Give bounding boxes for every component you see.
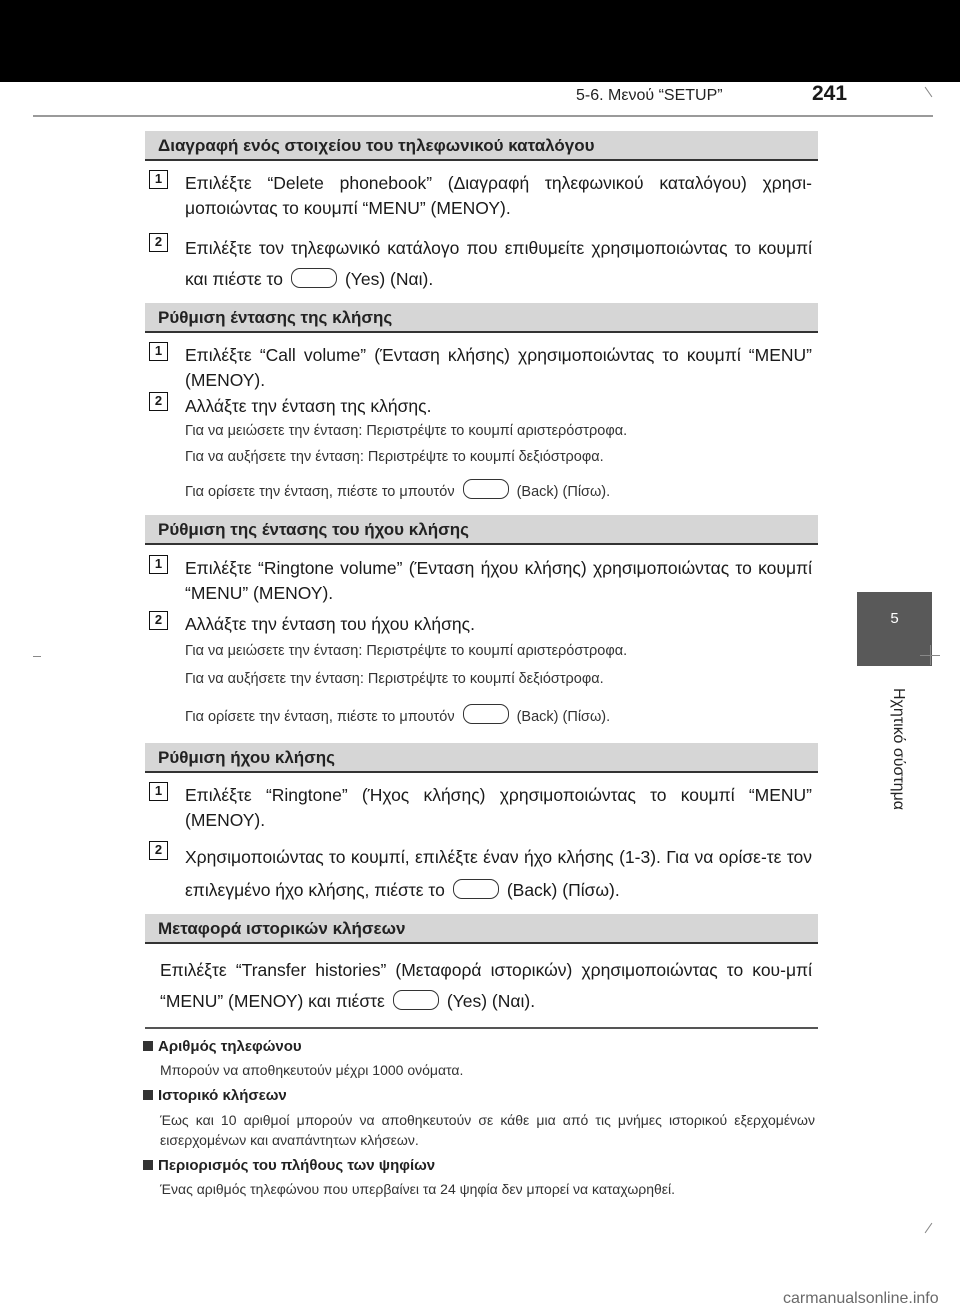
watermark: carmanualsonline.info — [783, 1290, 939, 1307]
bullet-square-icon — [143, 1160, 153, 1170]
step-badge: 1 — [149, 342, 168, 361]
chapter-header: 5-6. Μενού “SETUP” — [576, 87, 723, 104]
step-badge: 2 — [149, 841, 168, 860]
chapter-tab-label: Ηχητικό σύστημα — [890, 687, 907, 811]
crop-mark — [925, 87, 933, 97]
bullet-square-icon — [143, 1090, 153, 1100]
step-text-after: (Back) (Πίσω). — [506, 880, 620, 900]
paragraph-text-before: Επιλέξτε “Transfer histories” (Μεταφορά ιστορικών) χρησιμοποιώντας το κου-μπί “MENU” (ΜΕΝΟΥ) και πιέστε — [160, 960, 812, 1011]
sub-text-before: Για ορίσετε την ένταση, πιέστε το μπουτόν — [185, 484, 455, 500]
section-title: Μεταφορά ιστορικών κλήσεων — [158, 919, 406, 938]
step-badge: 2 — [149, 233, 168, 252]
top-black-bar — [0, 0, 960, 82]
back-button-icon — [463, 704, 509, 724]
note-title — [143, 1087, 287, 1104]
step-badge: 2 — [149, 611, 168, 630]
note-title-text: Αριθμός τηλεφώνου — [158, 1038, 302, 1055]
sub-text: Για να αυξήσετε την ένταση: Περιστρέψτε το κουμπί δεξιόστροφα. — [185, 671, 604, 687]
bullet-square-icon — [143, 1041, 153, 1051]
page-number: 241 — [812, 82, 848, 105]
yes-button-icon — [291, 268, 337, 288]
sub-text-after: (Back) (Πίσω). — [516, 484, 611, 500]
note-text: Έως και 10 αριθμοί μπορούν να αποθηκευτούν σε κάθε μια από τις μνήμες ιστορικού εξερχομένων εισερχομένων και αναπάντητων κλήσεων. — [160, 1112, 815, 1148]
sub-text-after: (Back) (Πίσω). — [516, 709, 611, 725]
section-heading — [145, 914, 818, 944]
step-badge: 1 — [149, 782, 168, 801]
step-text: Αλλάξτε την ένταση της κλήσης. — [185, 396, 432, 416]
crop-mark — [33, 656, 41, 657]
note-text: Ένας αριθμός τηλεφώνου που υπερβαίνει τα 24 ψηφία δεν μπορεί να καταχωρηθεί. — [160, 1181, 676, 1197]
yes-button-icon — [393, 990, 439, 1010]
section-heading — [145, 303, 818, 333]
step-text — [185, 841, 812, 907]
step-text: Επιλέξτε “Ringtone” (Ήχος κλήσης) χρησιμοποιώντας το κουμπί “MENU” (ΜΕΝΟΥ). — [185, 785, 812, 830]
paragraph-text-after: (Yes) (Ναι). — [446, 991, 536, 1011]
step-text-before: Επιλέξτε τον τηλεφωνικό κατάλογο που επιθυμείτε χρησιμοποιώντας το κουμπί και πιέστε το — [185, 238, 812, 289]
section-heading — [145, 131, 818, 161]
note-title — [143, 1157, 435, 1174]
notes-divider — [145, 1027, 818, 1029]
header-divider — [33, 115, 933, 117]
step-text: Επιλέξτε “Delete phonebook” (Διαγραφή τηλεφωνικού καταλόγου) χρησι-μοποιώντας το κουμπί “MENU” (ΜΕΝΟΥ). — [185, 173, 812, 218]
back-button-icon — [453, 879, 499, 899]
note-text: Μπορούν να αποθηκευτούν μέχρι 1000 ονόματα. — [160, 1062, 464, 1078]
section-heading — [145, 515, 818, 545]
section-heading — [145, 743, 818, 773]
step-text: Επιλέξτε “Call volume” (Ένταση κλήσης) χρησιμοποιώντας το κουμπί “MENU” (ΜΕΝΟΥ). — [185, 345, 812, 390]
section-title: Ρύθμιση της έντασης του ήχου κλήσης — [158, 520, 469, 539]
sub-text: Για να μειώσετε την ένταση: Περιστρέψτε το κουμπί αριστερόστροφα. — [185, 643, 628, 659]
crop-mark — [925, 1223, 933, 1233]
step-text: Αλλάξτε την ένταση του ήχου κλήσης. — [185, 614, 475, 634]
chapter-tab-number: 5 — [890, 610, 899, 627]
paragraph — [160, 955, 812, 1017]
step-text: Επιλέξτε “Ringtone volume” (Ένταση ήχου κλήσης) χρησιμοποιώντας το κουμπί “MENU” (ΜΕΝΟΥ). — [185, 558, 812, 603]
crop-mark — [930, 645, 931, 665]
step-badge: 1 — [149, 555, 168, 574]
step-badge: 2 — [149, 392, 168, 411]
step-text-after: (Yes) (Ναι). — [344, 269, 434, 289]
step-text-before: Χρησιμοποιώντας το κουμπί, επιλέξτε έναν ήχο κλήσης (1-3). Για να ορίσε-τε τον επιλεγμένο ήχο κλήσης, πιέστε το — [185, 847, 812, 900]
sub-text: Για να αυξήσετε την ένταση: Περιστρέψτε το κουμπί δεξιόστροφα. — [185, 449, 604, 465]
section-title: Διαγραφή ενός στοιχείου του τηλεφωνικού καταλόγου — [158, 136, 595, 155]
section-title: Ρύθμιση έντασης της κλήσης — [158, 308, 393, 327]
note-title-text: Περιορισμός του πλήθους των ψηφίων — [158, 1157, 436, 1174]
sub-text — [185, 704, 812, 725]
step-text — [185, 233, 812, 295]
note-title-text: Ιστορικό κλήσεων — [158, 1087, 287, 1104]
sub-text: Για να μειώσετε την ένταση: Περιστρέψτε το κουμπί αριστερόστροφα. — [185, 423, 628, 439]
sub-text-before: Για ορίσετε την ένταση, πιέστε το μπουτόν — [185, 709, 455, 725]
step-badge: 1 — [149, 170, 168, 189]
note-title — [143, 1038, 302, 1055]
sub-text — [185, 479, 812, 500]
section-title: Ρύθμιση ήχου κλήσης — [158, 748, 336, 767]
back-button-icon — [463, 479, 509, 499]
